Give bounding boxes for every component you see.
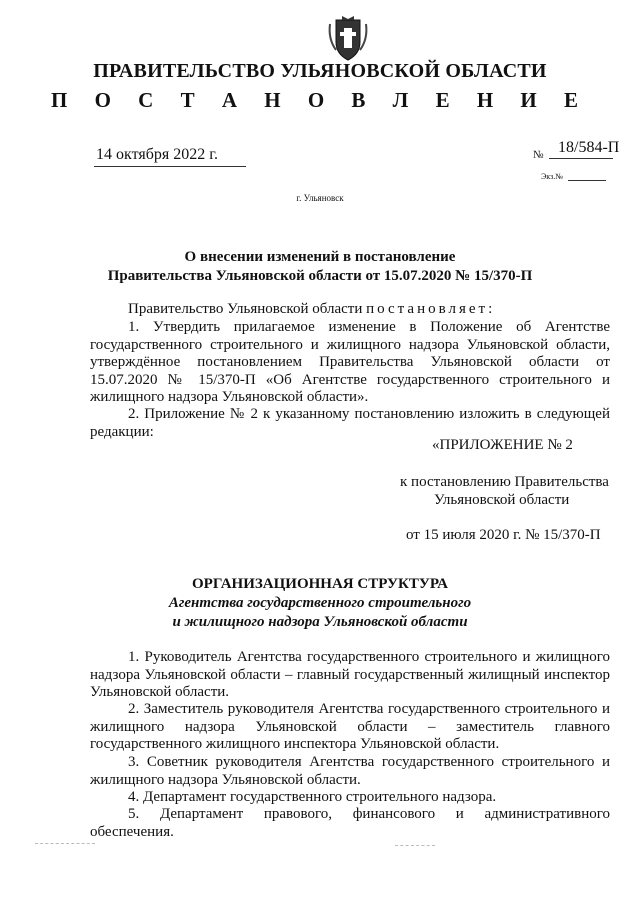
org-structure-sub-2: и жилищного надзора Ульяновской области: [172, 614, 468, 630]
org-structure-heading: [0, 575, 640, 632]
copy-number-underline: [568, 180, 606, 181]
appendix-line-1: к постановлению Правительства: [400, 474, 609, 490]
list-item: [90, 754, 610, 789]
decree-number: 18/584-П: [558, 139, 620, 156]
list-item-text: 1. Руководитель Агентства государственного строительного и жилищного надзора Ульяновской области – главный государственный жилищный инспектор Ульяновской области.: [90, 649, 610, 700]
appendix-line-3: от 15 июля 2020 г. № 15/370-П: [406, 527, 601, 543]
date-underline: [94, 166, 246, 167]
copy-number-label: Экз.№: [541, 172, 563, 181]
list-item: [90, 789, 610, 807]
intro-verb: постановляет:: [366, 301, 496, 317]
intro-paragraph: [90, 301, 610, 319]
document-type: П О С Т А Н О В Л Е Н И Е: [50, 88, 589, 112]
paragraph-1-text: 1. Утвердить прилагаемое изменение в Положение об Агентстве государственного строительного и жилищного надзора Ульяновской области, утверждённое постановлением Правительства Ульяновской области от 15.07.2020 № 15/370-П «Об Агентстве государственного строительного и жилищного надзора Ульяновской области».: [90, 319, 610, 405]
city: г. Ульяновск: [296, 193, 344, 203]
number-label: №: [533, 149, 544, 161]
list-item: [90, 806, 610, 841]
appendix-title: «ПРИЛОЖЕНИЕ № 2: [432, 437, 573, 453]
list-item-text: 2. Заместитель руководителя Агентства государственного строительного и жилищного надзора Ульяновской области – заместитель главного государственного жилищного инспектора Ульяновской области.: [90, 701, 610, 752]
list-item-text: 3. Советник руководителя Агентства государственного строительного и жилищного надзора Ульяновской области.: [90, 754, 610, 788]
decree-date: 14 октября 2022 г.: [96, 146, 218, 163]
org-structure-sub-1: Агентства государственного строительного: [168, 595, 472, 611]
subject-line-2: Правительства Ульяновской области от 15.07.2020 № 15/370-П: [107, 268, 533, 284]
list-item: [90, 649, 610, 702]
subject-line-1: О внесении изменений в постановление: [184, 249, 456, 265]
appendix-line-2: Ульяновской области: [434, 492, 570, 508]
list-item-text: 4. Департамент государственного строительного надзора.: [128, 789, 497, 805]
paragraph-2-text: 2. Приложение № 2 к указанному постановлению изложить в следующей редакции:: [90, 406, 610, 440]
decree-subject: [0, 248, 640, 286]
paragraph-1: [90, 319, 610, 407]
org-structure-title: ОРГАНИЗАЦИОННАЯ СТРУКТУРА: [191, 576, 448, 592]
scan-mark: [35, 843, 95, 844]
scan-mark: [395, 845, 435, 846]
list-item-text: 5. Департамент правового, финансового и административного обеспечения.: [90, 806, 610, 840]
number-underline: [549, 158, 613, 159]
government-name: ПРАВИТЕЛЬСТВО УЛЬЯНОВСКОЙ ОБЛАСТИ: [93, 60, 547, 82]
coat-of-arms-icon: [326, 14, 370, 64]
list-item: [90, 701, 610, 754]
intro-lead: Правительство Ульяновской области: [128, 301, 363, 317]
paragraph-2: [90, 406, 610, 441]
